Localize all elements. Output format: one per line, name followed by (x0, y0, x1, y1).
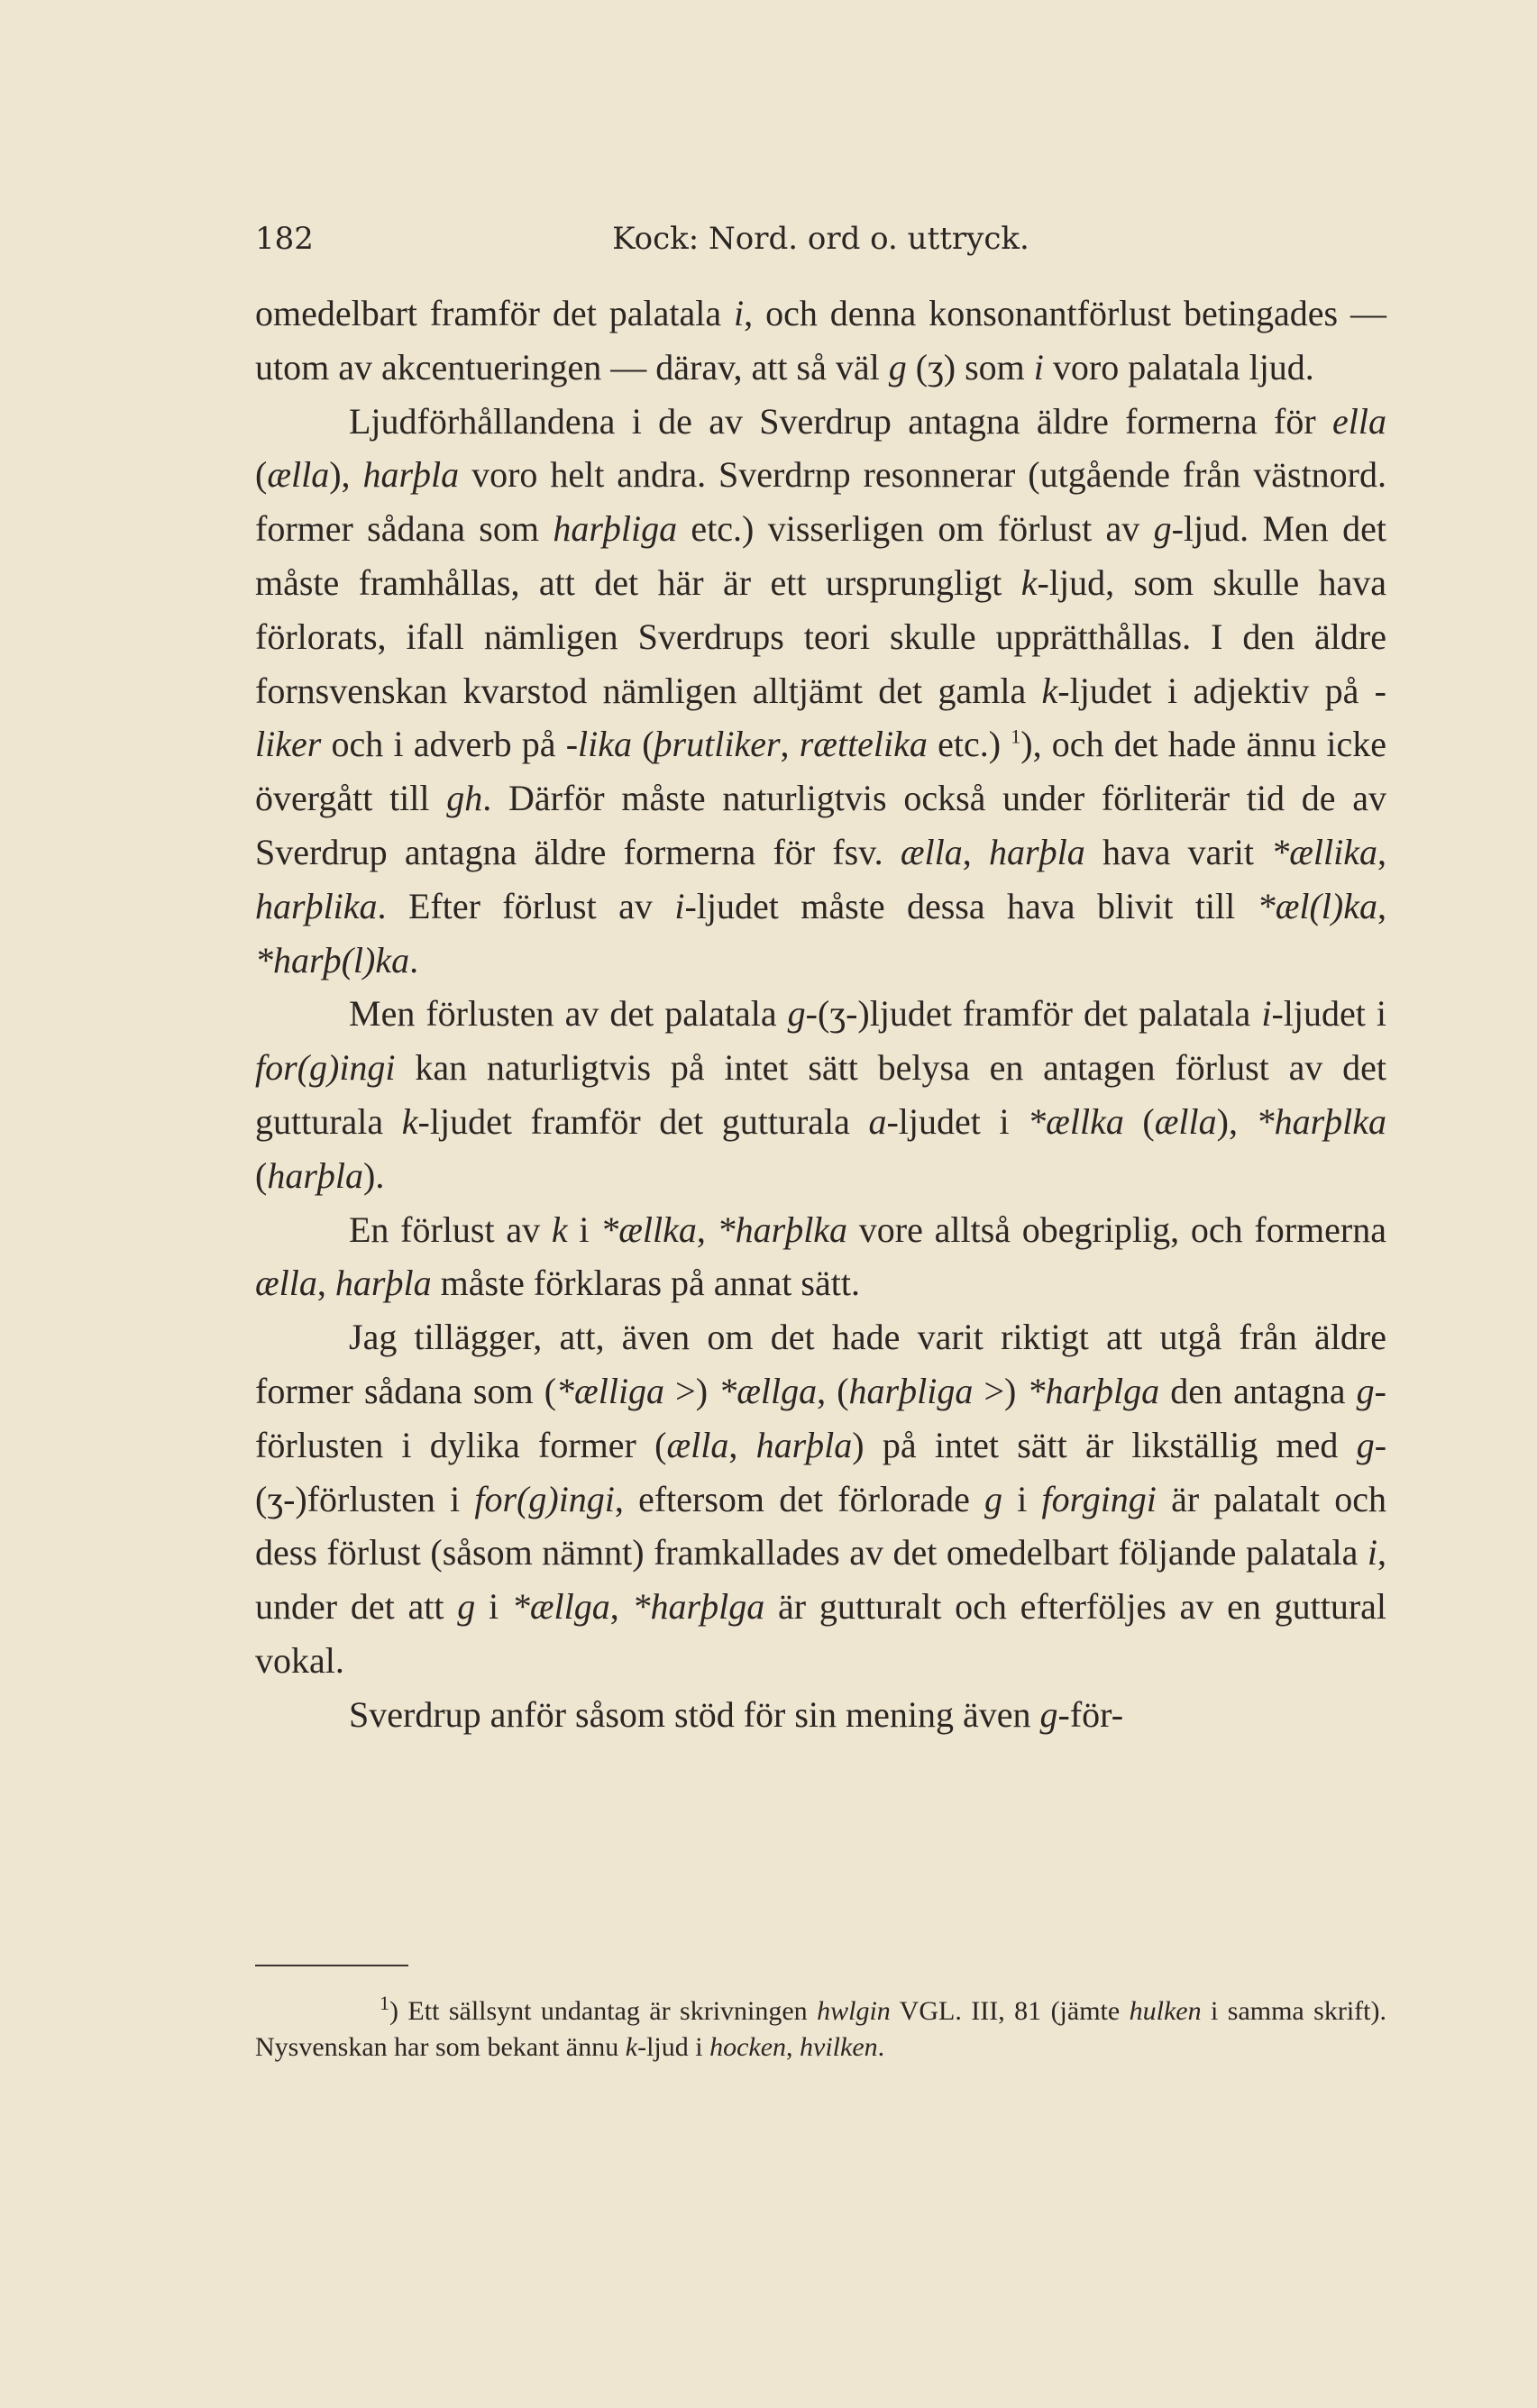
italic-term: k (625, 2032, 638, 2062)
text-run: , (786, 2032, 801, 2062)
text-run: ). (363, 1154, 385, 1196)
italic-term: *ællga (511, 1586, 610, 1628)
italic-term: g (787, 993, 806, 1035)
italic-term: g (1153, 508, 1172, 550)
italic-term: i (1367, 1532, 1377, 1573)
text-run: , (1377, 885, 1386, 926)
paragraph (255, 1688, 1386, 1742)
italic-term: ælla (267, 454, 330, 496)
text-run: omedelbart framför det palatala (255, 293, 735, 333)
running-title: Kock: Nord. ord o. uttryck. (612, 221, 1029, 257)
italic-term: *ællika (1271, 831, 1377, 872)
italic-term: i (1261, 993, 1272, 1035)
italic-term: ælla (1154, 1100, 1217, 1142)
text-run: -ljudet i adjektiv på (1057, 670, 1375, 711)
italic-term: g (888, 346, 907, 388)
text-run: En förlust av (349, 1209, 552, 1250)
text-run: -förlusten i dylika former ( (255, 1370, 1386, 1465)
paragraph (255, 395, 1386, 988)
italic-term: harþla (362, 454, 460, 496)
text-run: , (780, 724, 800, 765)
text-run: , (728, 1424, 756, 1465)
text-run: -för- (1057, 1693, 1124, 1735)
text-run: voro helt andra. Sverdrnp resonnerar (utgående från västnord. former sådana som (255, 454, 1386, 550)
italic-term: rættelika (799, 724, 928, 765)
text-run: , under det att (255, 1532, 1386, 1628)
italic-term: harþliga (553, 508, 678, 550)
italic-term: hulken (1129, 1996, 1202, 2026)
italic-term: hwlgin (817, 1996, 891, 2026)
italic-term: *harþlga (1027, 1370, 1160, 1411)
text-run: vore alltså obegriplig, och formerna (847, 1209, 1386, 1250)
text-run: Men förlusten av det palatala (349, 993, 788, 1035)
italic-term: g (457, 1586, 476, 1628)
italic-term: k (551, 1209, 568, 1250)
paragraph (255, 1310, 1386, 1688)
italic-term: hvilken (800, 2032, 878, 2062)
text-run: etc.) visserligen om förlust av (677, 508, 1154, 550)
italic-term: hocken (709, 2032, 787, 2062)
text-run: voro palatala ljud. (1043, 346, 1314, 388)
italic-term: k (1020, 561, 1038, 603)
text-run: Sverdrup anför såsom stöd för sin mening även (349, 1693, 1040, 1735)
text-run: etc.) (927, 724, 1011, 765)
text-run: ( (1123, 1100, 1155, 1142)
text-run: ), (1216, 1100, 1257, 1142)
text-run: . (409, 939, 419, 981)
italic-term: *æl(l)ka (1257, 885, 1377, 926)
text-run: -ljud, som skulle hava förlorats, ifall nämligen Sverdrups teori skulle upprätthållas. I den äldre fornsvenskan kvarstod nämligen alltjämt det gamla (255, 561, 1387, 711)
text-run: , (696, 1209, 718, 1250)
text-run: kan naturligtvis på intet sätt belysa en antagen förlust av det gutturala (255, 1047, 1386, 1142)
text-run: ( (255, 1154, 268, 1196)
italic-term: ælla (900, 831, 963, 872)
text-run: ) Ett sällsynt undantag är skrivningen (389, 1996, 818, 2026)
italic-term: i (674, 885, 685, 926)
text-run: -(ʒ-)förlusten i (255, 1424, 1387, 1519)
italic-term: *harþ(l)ka (255, 939, 410, 981)
text-run: , eftersom det förlorade (614, 1478, 985, 1519)
text-run: och i adverb på (321, 724, 566, 765)
italic-term: *harþlka (1256, 1100, 1386, 1142)
italic-term: i (1033, 346, 1044, 388)
text-run: -ljudet framför det gutturala (417, 1100, 869, 1142)
italic-term: g (1039, 1693, 1058, 1735)
body-text (255, 287, 1386, 1742)
italic-term: þrutliker (654, 724, 781, 765)
text-run: i (567, 1209, 601, 1250)
italic-term: k (1041, 670, 1058, 711)
italic-term: for(g)ingi (474, 1478, 615, 1519)
italic-term: ælla (666, 1424, 729, 1465)
text-run: i (475, 1586, 512, 1628)
footnote-1 (255, 1993, 1386, 2066)
text-run: ( (255, 454, 268, 496)
italic-term: g (1356, 1370, 1375, 1411)
italic-term: a (868, 1100, 887, 1142)
paragraph (255, 287, 1386, 395)
italic-term: ella (1332, 400, 1386, 442)
text-run: , och denna konsonantförlust betingades — utom av akcentueringen — därav, att så väl (255, 293, 1387, 388)
italic-term: harþla (334, 1263, 432, 1304)
text-run: (ʒ) som (906, 346, 1034, 388)
text-run: ), och det hade ännu icke övergått till (255, 724, 1387, 819)
text-run: den antagna (1159, 1370, 1357, 1411)
italic-term: ælla (255, 1263, 317, 1304)
footnote-marker: 1 (1011, 725, 1021, 749)
italic-term: -liker (255, 670, 1386, 765)
italic-term: g (1356, 1424, 1375, 1465)
italic-term: *ællga (718, 1370, 818, 1411)
italic-term: harþliga (848, 1370, 974, 1411)
paragraph (255, 1203, 1386, 1311)
italic-term: gh (446, 778, 483, 819)
italic-term: harþlika (255, 885, 378, 926)
italic-term: forgingi (1041, 1478, 1157, 1519)
text-run: VGL. III, 81 (jämte (890, 1996, 1130, 2026)
text-run: . Efter förlust av (377, 885, 675, 926)
italic-term: k (401, 1100, 418, 1142)
text-run: ), (329, 454, 363, 496)
text-run: måste förklaras på annat sätt. (431, 1263, 860, 1304)
text-run: -(ʒ-)ljudet framför det palatala (805, 993, 1262, 1035)
text-run: >) (973, 1370, 1028, 1411)
italic-term: *harþlka (717, 1209, 848, 1250)
text-run: , (609, 1586, 633, 1628)
page-header (255, 221, 1386, 262)
italic-term: harþla (267, 1154, 364, 1196)
text-run: är palatalt och dess förlust (såsom nämnt) framkallades av det omedelbart följande palatala (255, 1478, 1386, 1573)
italic-term: *ællka (1028, 1100, 1124, 1142)
text-run: Ljudförhållandena i de av Sverdrup antagna äldre formerna för (349, 400, 1333, 442)
italic-term: g (984, 1478, 1003, 1519)
italic-term: *ællka (600, 1209, 697, 1250)
italic-term: i (734, 293, 745, 333)
text-run: >) (664, 1370, 719, 1411)
text-run: . (877, 2032, 885, 2062)
paragraph (255, 987, 1386, 1202)
text-run: , (316, 1263, 335, 1304)
text-run: ( (632, 724, 654, 765)
text-run: ) på intet sätt är likställig med (852, 1424, 1357, 1465)
footnotes (255, 1993, 1386, 2066)
text-run: , (962, 831, 990, 872)
text-run: i (1002, 1478, 1042, 1519)
text-run: Jag tillägger, att, även om det hade varit riktigt att utgå från äldre former sådana som ( (255, 1317, 1386, 1411)
text-run: är gutturalt och efterföljes av en guttural vokal. (255, 1586, 1386, 1681)
text-run: -ljud i (637, 2032, 710, 2062)
text-run: -ljud. Men det måste framhållas, att det här är ett ursprungligt (255, 508, 1386, 603)
text-run: -ljudet måste dessa hava blivit till (684, 885, 1258, 926)
italic-term: *ælliga (556, 1370, 665, 1411)
text-run: , (1377, 831, 1386, 872)
text-run: , ( (817, 1370, 849, 1411)
italic-term: for(g)ingi (255, 1047, 396, 1089)
page-number: 182 (255, 221, 314, 257)
text-run: . Därför måste naturligtvis också under förliterär tid de av Sverdrup antagna äldre formerna för fsv. (255, 778, 1386, 872)
text-run: hava varit (1084, 831, 1272, 872)
footnote-marker: 1 (380, 1992, 389, 2014)
italic-term: harþla (989, 831, 1085, 872)
text-run: -ljudet i (1271, 993, 1387, 1035)
text-run: -ljudet i (886, 1100, 1029, 1142)
italic-term: harþla (755, 1424, 853, 1465)
text-run: i samma skrift). Nysvenskan har som bekant ännu (255, 1996, 1386, 2062)
italic-term: -lika (565, 724, 633, 765)
italic-term: *harþlga (632, 1586, 765, 1628)
footnote-divider (255, 1965, 408, 1966)
